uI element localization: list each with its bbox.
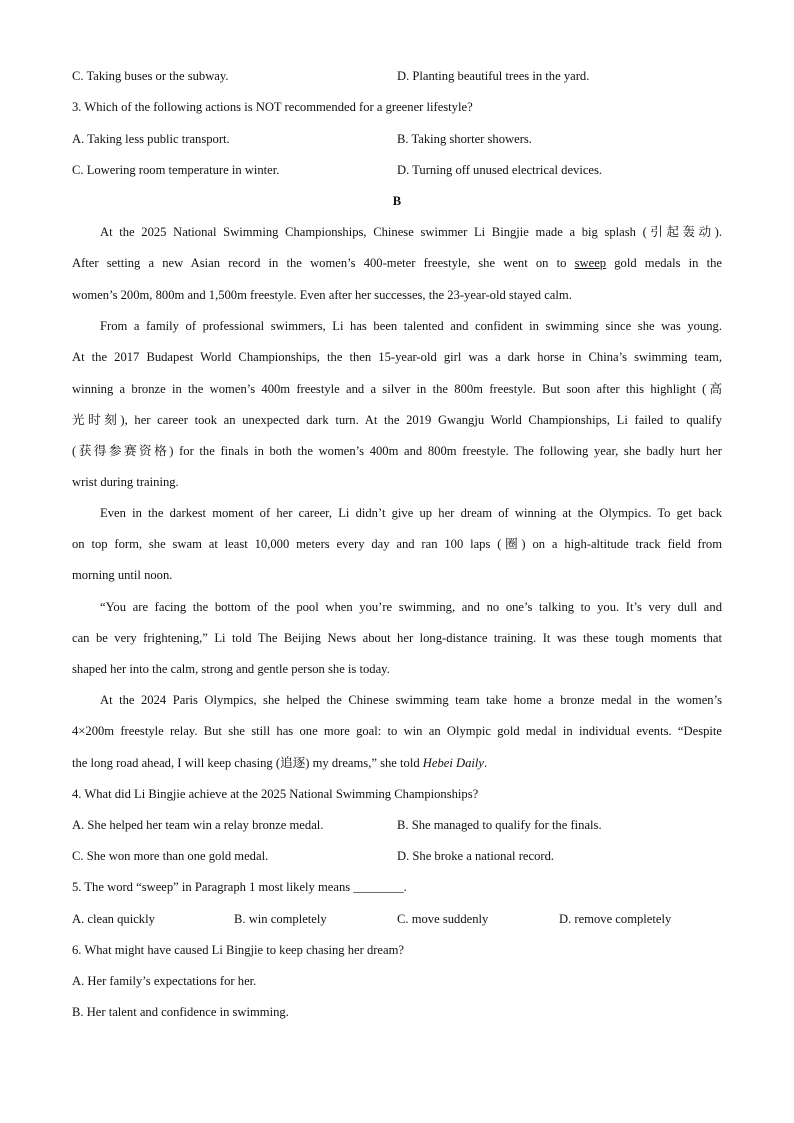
option-b-q6: B. Her talent and confidence in swimming.	[72, 1005, 289, 1019]
option-a-q6: A. Her family’s expectations for her.	[72, 974, 257, 988]
underlined-word-sweep: sweep	[574, 256, 607, 270]
passage-p1-line1: At the 2025 National Swimming Championships, Chinese swimmer Li Bingjie made a big splash (引起轰动).	[100, 225, 722, 239]
option-b-q4: B. She managed to qualify for the finals.	[397, 818, 602, 832]
passage-p2-line1: From a family of professional swimmers, Li has been talented and confident in swimming since she was young.	[100, 319, 722, 333]
passage-p3-line2: on top form, she swam at least 10,000 meters every day and ran 100 laps (圈) on a high-altitude track field from	[72, 537, 722, 551]
passage-p1-line2: After setting a new Asian record in the women’s 400-meter freestyle, she went on to sweep gold medals in the	[72, 256, 722, 270]
passage-p5-line2: 4×200m freestyle relay. But she still has one more goal: to win an Olympic gold medal in individual events. “Despite	[72, 724, 722, 738]
passage-p2-line6: wrist during training.	[72, 475, 179, 489]
passage-p4-line3: shaped her into the calm, strong and gentle person she is today.	[72, 662, 390, 676]
option-d-q3: D. Turning off unused electrical devices.	[397, 163, 603, 177]
option-d-q4: D. She broke a national record.	[397, 849, 555, 863]
passage-p2-line5: (获得参赛资格) for the finals in both the women’s 400m and 800m freestyle. The following year, she badly hurt her	[72, 444, 722, 458]
passage-p3-line1: Even in the darkest moment of her career, Li didn’t give up her dream of winning at the Olympics. To get back	[100, 506, 722, 520]
passage-p2-line3: winning a bronze in the women’s 400m freestyle and a silver in the 800m freestyle. But soon after this highlight (高	[72, 382, 722, 396]
passage-p4-line1: “You are facing the bottom of the pool when you’re swimming, and no one’s talking to you. It’s very dull and	[100, 600, 722, 614]
newspaper-name: Hebei Daily	[422, 756, 484, 770]
option-a-q4: A. She helped her team win a relay bronze medal.	[72, 818, 324, 832]
section-title: B	[392, 194, 402, 208]
passage-p2-line4: 光时刻), her career took an unexpected dark turn. At the 2019 Gwangju World Championships, Li failed to qualify	[72, 413, 722, 427]
passage-p5-line3: the long road ahead, I will keep chasing (追逐) my dreams,” she told Hebei Daily.	[72, 756, 488, 770]
option-d-q5: D. remove completely	[559, 912, 672, 926]
passage-p1-line3: women’s 200m, 800m and 1,500m freestyle. Even after her successes, the 23-year-old stayed calm.	[72, 288, 572, 302]
option-a-q5: A. clean quickly	[72, 912, 155, 926]
option-d-q2: D. Planting beautiful trees in the yard.	[397, 69, 590, 83]
option-b-q3: B. Taking shorter showers.	[397, 132, 532, 146]
passage-p4-line2: can be very frightening,” Li told The Beijing News about her long-distance training. It was these tough moments that	[72, 631, 722, 645]
option-c-q2: C. Taking buses or the subway.	[72, 69, 229, 83]
question-3-stem: 3. Which of the following actions is NOT recommended for a greener lifestyle?	[72, 100, 473, 114]
question-6-stem: 6. What might have caused Li Bingjie to keep chasing her dream?	[72, 943, 404, 957]
passage-p2-line2: At the 2017 Budapest World Championships, the then 15-year-old girl was a dark horse in China’s swimming team,	[72, 350, 722, 364]
option-a-q3: A. Taking less public transport.	[72, 132, 230, 146]
passage-p3-line3: morning until noon.	[72, 568, 173, 582]
option-c-q4: C. She won more than one gold medal.	[72, 849, 269, 863]
passage-p5-line1: At the 2024 Paris Olympics, she helped the Chinese swimming team take home a bronze medal in the women’s	[100, 693, 722, 707]
option-c-q3: C. Lowering room temperature in winter.	[72, 163, 280, 177]
option-b-q5: B. win completely	[234, 912, 327, 926]
question-4-stem: 4. What did Li Bingjie achieve at the 2025 National Swimming Championships?	[72, 787, 479, 801]
option-c-q5: C. move suddenly	[397, 912, 489, 926]
question-5-stem: 5. The word “sweep” in Paragraph 1 most likely means ________.	[72, 880, 407, 894]
